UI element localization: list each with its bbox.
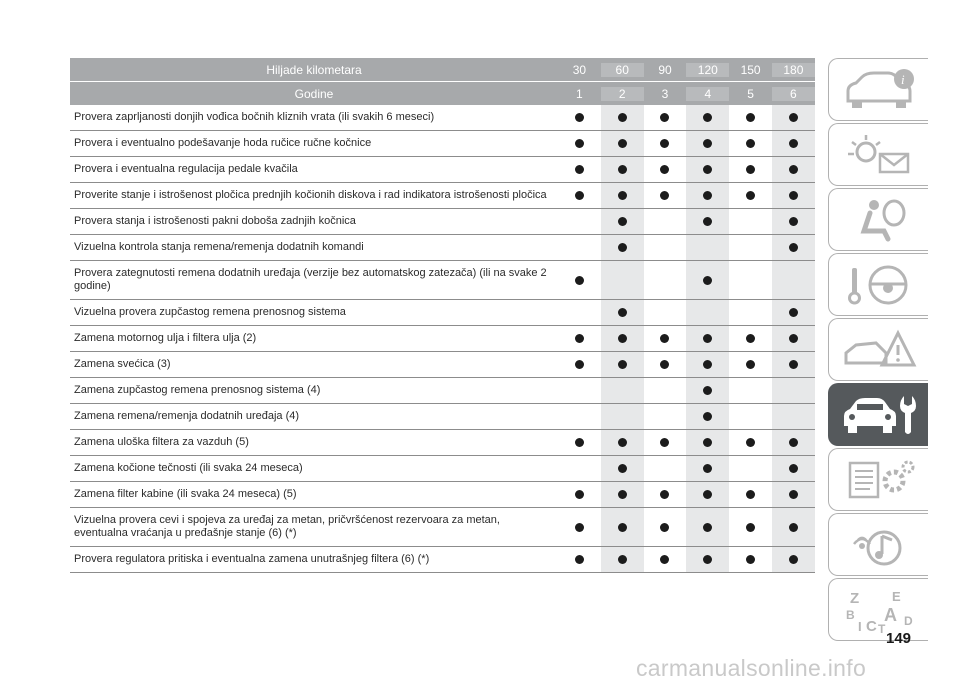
years-header-label: Godine — [294, 86, 334, 101]
svg-text:A: A — [883, 604, 897, 625]
table-body — [70, 105, 815, 573]
interval-cell — [772, 456, 815, 481]
check-dot-icon — [703, 360, 712, 369]
interval-cell — [601, 404, 644, 429]
check-dot-icon — [703, 334, 712, 343]
chapter-sidebar — [828, 58, 928, 643]
year-col-2: 2 — [601, 87, 644, 101]
interval-cell — [601, 300, 644, 325]
interval-cell — [601, 105, 644, 130]
check-dot-icon — [746, 523, 755, 532]
interval-cell — [772, 547, 815, 572]
interval-cell — [729, 131, 772, 156]
check-dot-icon — [660, 334, 669, 343]
interval-cell — [686, 404, 729, 429]
year-col-3: 3 — [661, 86, 669, 101]
interval-cell — [644, 508, 687, 546]
interval-cell — [729, 209, 772, 234]
check-dot-icon — [789, 523, 798, 532]
tab-maintenance[interactable] — [828, 383, 928, 446]
interval-cell — [601, 482, 644, 507]
interval-cell — [558, 352, 601, 377]
interval-cell — [729, 456, 772, 481]
year-col-5: 5 — [747, 86, 754, 101]
interval-cell — [772, 105, 815, 130]
interval-cell — [558, 508, 601, 546]
interval-cell — [686, 300, 729, 325]
check-dot-icon — [746, 113, 755, 122]
interval-cell — [686, 352, 729, 377]
check-dot-icon — [660, 360, 669, 369]
maintenance-table — [70, 58, 815, 573]
interval-cell — [772, 157, 815, 182]
check-dot-icon — [618, 217, 627, 226]
check-dot-icon — [703, 464, 712, 473]
check-dot-icon — [575, 191, 584, 200]
interval-cell — [686, 326, 729, 351]
row-description: Provera zategnutosti remena dodatnih uređaja (verzije bez automatskog zatezača) (ili na svake 2 godine) — [74, 267, 547, 292]
interval-cell — [558, 456, 601, 481]
interval-cell — [558, 209, 601, 234]
technical-data-gear-icon — [840, 457, 918, 503]
row-description: Vizuelna provera zupčastog remena prenosnog sistema — [74, 306, 346, 318]
check-dot-icon — [789, 139, 798, 148]
interval-cell — [644, 105, 687, 130]
check-dot-icon — [789, 165, 798, 174]
interval-cell — [601, 235, 644, 260]
interval-cell — [686, 378, 729, 403]
interval-cell — [644, 235, 687, 260]
check-dot-icon — [618, 165, 627, 174]
interval-cell — [772, 261, 815, 299]
km-col-6: 180 — [772, 63, 815, 77]
check-dot-icon — [618, 139, 627, 148]
table-row — [70, 456, 815, 482]
interval-cell — [558, 183, 601, 208]
interval-cell — [729, 235, 772, 260]
check-dot-icon — [575, 438, 584, 447]
interval-cell — [772, 235, 815, 260]
interval-cell — [686, 131, 729, 156]
km-header-row — [70, 58, 815, 81]
interval-cell — [644, 183, 687, 208]
interval-cell — [686, 508, 729, 546]
interval-cell — [729, 430, 772, 455]
interval-cell — [729, 378, 772, 403]
table-row — [70, 261, 815, 300]
interval-cell — [729, 157, 772, 182]
interval-cell — [772, 300, 815, 325]
interval-cell — [601, 209, 644, 234]
interval-cell — [558, 105, 601, 130]
interval-cell — [729, 105, 772, 130]
check-dot-icon — [789, 555, 798, 564]
check-dot-icon — [575, 139, 584, 148]
check-dot-icon — [660, 113, 669, 122]
check-dot-icon — [618, 555, 627, 564]
interval-cell — [644, 352, 687, 377]
interval-cell — [601, 131, 644, 156]
check-dot-icon — [703, 276, 712, 285]
check-dot-icon — [789, 113, 798, 122]
years-header-row — [70, 81, 815, 105]
check-dot-icon — [746, 360, 755, 369]
interval-cell — [686, 235, 729, 260]
interval-cell — [772, 183, 815, 208]
check-dot-icon — [575, 165, 584, 174]
check-dot-icon — [660, 165, 669, 174]
tab-index[interactable] — [828, 578, 928, 641]
check-dot-icon — [660, 191, 669, 200]
row-description: Zamena zupčastog remena prenosnog sistema (4) — [74, 384, 321, 396]
interval-cell — [772, 430, 815, 455]
interval-cell — [601, 378, 644, 403]
interval-cell — [644, 326, 687, 351]
interval-cell — [686, 261, 729, 299]
interval-cell — [686, 209, 729, 234]
check-dot-icon — [618, 334, 627, 343]
interval-cell — [772, 508, 815, 546]
interval-cell — [601, 261, 644, 299]
interval-cell — [644, 131, 687, 156]
table-row — [70, 105, 815, 131]
check-dot-icon — [618, 490, 627, 499]
row-description: Provera regulatora pritiska i eventualna zamena unutrašnjeg filtera (6) (*) — [74, 553, 430, 565]
check-dot-icon — [703, 386, 712, 395]
check-dot-icon — [746, 334, 755, 343]
check-dot-icon — [789, 490, 798, 499]
table-row — [70, 235, 815, 261]
check-dot-icon — [703, 412, 712, 421]
interval-cell — [772, 404, 815, 429]
row-description: Provera zaprljanosti donjih vođica bočnih kliznih vrata (ili svakih 6 meseci) — [74, 111, 435, 123]
year-col-6: 6 — [772, 87, 815, 101]
check-dot-icon — [746, 165, 755, 174]
seat-airbag-icon — [840, 197, 918, 243]
interval-cell — [772, 482, 815, 507]
row-description: Proverite stanje i istrošenost pločica prednjih kočionih diskova i rad indikatora istrošenosti pločica — [74, 189, 547, 201]
check-dot-icon — [746, 139, 755, 148]
km-col-5: 150 — [740, 62, 761, 77]
interval-cell — [644, 209, 687, 234]
tab-warning-lights[interactable] — [828, 123, 928, 186]
svg-text:C: C — [865, 617, 877, 633]
km-col-4: 120 — [686, 63, 729, 77]
interval-cell — [558, 378, 601, 403]
interval-cell — [644, 261, 687, 299]
car-accident-icon — [840, 327, 918, 373]
tab-emergency[interactable] — [828, 318, 928, 381]
row-description: Zamena svećica (3) — [74, 358, 171, 370]
interval-cell — [644, 157, 687, 182]
interval-cell — [686, 456, 729, 481]
interval-cell — [601, 157, 644, 182]
interval-cell — [558, 157, 601, 182]
watermark: carmanualsonline.info — [636, 655, 867, 681]
svg-text:i: i — [900, 71, 905, 87]
interval-cell — [729, 183, 772, 208]
check-dot-icon — [575, 113, 584, 122]
tab-starting-driving[interactable] — [828, 253, 928, 316]
table-row — [70, 300, 815, 326]
row-description: Zamena uloška filtera za vazduh (5) — [74, 436, 249, 448]
interval-cell — [558, 482, 601, 507]
check-dot-icon — [789, 360, 798, 369]
year-col-4: 4 — [686, 87, 729, 101]
row-description: Zamena kočione tečnosti (ili svaka 24 meseca) — [74, 462, 303, 474]
car-service-wrench-icon — [840, 392, 918, 438]
check-dot-icon — [703, 438, 712, 447]
interval-cell — [601, 352, 644, 377]
check-dot-icon — [575, 523, 584, 532]
table-row — [70, 547, 815, 573]
check-dot-icon — [618, 523, 627, 532]
interval-cell — [644, 404, 687, 429]
interval-cell — [686, 547, 729, 572]
table-row — [70, 157, 815, 183]
interval-cell — [644, 456, 687, 481]
check-dot-icon — [746, 555, 755, 564]
alphabetical-index-icon — [840, 587, 918, 633]
interval-cell — [644, 430, 687, 455]
check-dot-icon — [789, 308, 798, 317]
interval-cell — [772, 131, 815, 156]
tab-technical-data[interactable] — [828, 448, 928, 511]
check-dot-icon — [618, 243, 627, 252]
interval-cell — [686, 183, 729, 208]
row-description: Zamena filter kabine (ili svaka 24 meseca) (5) — [74, 488, 297, 500]
check-dot-icon — [789, 438, 798, 447]
check-dot-icon — [660, 438, 669, 447]
interval-cell — [601, 456, 644, 481]
table-row — [70, 430, 815, 456]
check-dot-icon — [746, 438, 755, 447]
check-dot-icon — [660, 139, 669, 148]
row-description: Vizuelna kontrola stanja remena/remenja dodatnih komandi — [74, 241, 364, 253]
interval-cell — [558, 430, 601, 455]
table-row — [70, 508, 815, 547]
interval-cell — [601, 183, 644, 208]
table-row — [70, 482, 815, 508]
svg-text:I: I — [857, 618, 862, 633]
km-col-3: 90 — [658, 62, 672, 77]
svg-text:D: D — [903, 613, 913, 628]
check-dot-icon — [618, 464, 627, 473]
interval-cell — [644, 300, 687, 325]
row-description: Provera i eventualno podešavanje hoda ručice ručne kočnice — [74, 137, 372, 149]
interval-cell — [772, 378, 815, 403]
tab-car-info[interactable] — [828, 58, 928, 121]
check-dot-icon — [789, 464, 798, 473]
table-row — [70, 378, 815, 404]
interval-cell — [729, 547, 772, 572]
interval-cell — [558, 326, 601, 351]
check-dot-icon — [703, 165, 712, 174]
svg-text:E: E — [891, 588, 901, 604]
check-dot-icon — [618, 308, 627, 317]
check-dot-icon — [789, 243, 798, 252]
interval-cell — [601, 508, 644, 546]
check-dot-icon — [575, 360, 584, 369]
row-description: Provera stanja i istrošenosti pakni doboša zadnjih kočnica — [74, 215, 356, 227]
interval-cell — [644, 482, 687, 507]
car-info-icon — [840, 67, 918, 113]
row-description: Zamena remena/remenja dodatnih uređaja (4) — [74, 410, 300, 422]
interval-cell — [601, 430, 644, 455]
interval-cell — [772, 352, 815, 377]
check-dot-icon — [746, 490, 755, 499]
interval-cell — [729, 404, 772, 429]
table-row — [70, 326, 815, 352]
multimedia-music-icon — [840, 522, 918, 568]
interval-cell — [729, 352, 772, 377]
check-dot-icon — [575, 276, 584, 285]
check-dot-icon — [703, 523, 712, 532]
check-dot-icon — [789, 334, 798, 343]
table-row — [70, 352, 815, 378]
interval-cell — [558, 261, 601, 299]
check-dot-icon — [660, 555, 669, 564]
row-description: Zamena motornog ulja i filtera ulja (2) — [74, 332, 257, 344]
svg-text:T: T — [877, 621, 885, 633]
check-dot-icon — [703, 555, 712, 564]
check-dot-icon — [789, 191, 798, 200]
check-dot-icon — [618, 191, 627, 200]
km-header-label: Hiljade kilometara — [266, 62, 362, 77]
interval-cell — [729, 508, 772, 546]
interval-cell — [686, 105, 729, 130]
check-dot-icon — [575, 490, 584, 499]
check-dot-icon — [703, 139, 712, 148]
table-row — [70, 209, 815, 235]
interval-cell — [686, 482, 729, 507]
year-col-1: 1 — [576, 86, 583, 101]
interval-cell — [729, 482, 772, 507]
check-dot-icon — [703, 113, 712, 122]
check-dot-icon — [789, 217, 798, 226]
check-dot-icon — [618, 360, 627, 369]
page-number: 149 — [886, 630, 912, 647]
table-row — [70, 404, 815, 430]
interval-cell — [772, 326, 815, 351]
check-dot-icon — [703, 191, 712, 200]
interval-cell — [558, 300, 601, 325]
check-dot-icon — [703, 490, 712, 499]
interval-cell — [644, 378, 687, 403]
check-dot-icon — [575, 555, 584, 564]
interval-cell — [686, 430, 729, 455]
key-steering-wheel-icon — [840, 262, 918, 308]
check-dot-icon — [575, 334, 584, 343]
check-dot-icon — [660, 523, 669, 532]
check-dot-icon — [618, 438, 627, 447]
check-dot-icon — [703, 217, 712, 226]
row-description: Vizuelna provera cevi i spojeva za uređaj za metan, pričvršćenost rezervoara za metan, eventualna vraćanja u prеđašnje stanje (6) (*) — [74, 514, 500, 539]
interval-cell — [772, 209, 815, 234]
tab-safety[interactable] — [828, 188, 928, 251]
warning-lights-message-icon — [840, 132, 918, 178]
table-row — [70, 183, 815, 209]
km-col-1: 30 — [572, 62, 587, 77]
interval-cell — [644, 547, 687, 572]
interval-cell — [558, 404, 601, 429]
km-col-2: 60 — [601, 63, 644, 77]
interval-cell — [558, 131, 601, 156]
tab-multimedia[interactable] — [828, 513, 928, 576]
check-dot-icon — [746, 191, 755, 200]
svg-text:B: B — [845, 607, 855, 622]
check-dot-icon — [660, 490, 669, 499]
interval-cell — [729, 300, 772, 325]
check-dot-icon — [618, 113, 627, 122]
interval-cell — [558, 547, 601, 572]
row-description: Provera i eventualna regulacija pedale kvačila — [74, 163, 298, 175]
interval-cell — [601, 326, 644, 351]
interval-cell — [686, 157, 729, 182]
interval-cell — [729, 261, 772, 299]
table-row — [70, 131, 815, 157]
svg-text:Z: Z — [849, 589, 859, 607]
interval-cell — [558, 235, 601, 260]
interval-cell — [729, 326, 772, 351]
interval-cell — [601, 547, 644, 572]
